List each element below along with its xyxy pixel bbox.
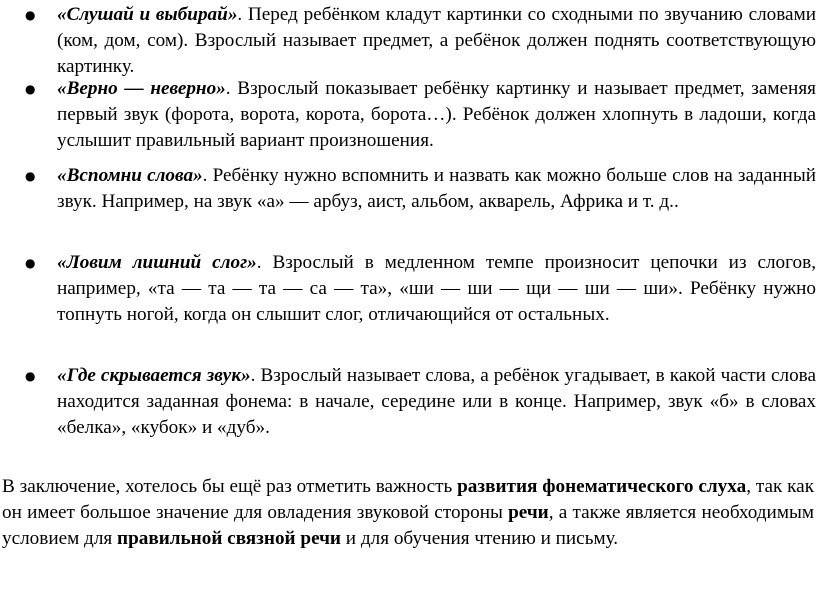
bullet-icon: ● [25, 256, 36, 270]
list-item [25, 76, 816, 154]
game-title: «Слушай и выбирай» [57, 4, 238, 25]
game-title: «Где скрывается звук» [57, 365, 251, 386]
conclusion-text: , так как он имеет большое значение для овладения звуковой стороны [2, 476, 815, 523]
conclusion-emphasis: правильной связной речи [117, 528, 341, 549]
conclusion-text: , а также является необходимым условием для [2, 502, 814, 549]
bullet-icon: ● [25, 8, 36, 22]
game-title: «Вспомни слова» [57, 165, 203, 186]
conclusion-text: В заключение, хотелось бы ещё раз отметить важность [2, 476, 458, 497]
bullet-icon: ● [25, 169, 36, 183]
game-description: . Взрослый показывает ребёнку картинку и называет предмет, заменяя первый звук (форота, ворота, корота, борота…). Ребёнок должен хлопнуть в ладоши, когда услышит правильный вариант произношения. [57, 78, 816, 151]
list-item [25, 163, 816, 215]
game-title: «Верно — неверно» [57, 78, 226, 99]
list-item [25, 2, 816, 80]
conclusion-paragraph [2, 474, 814, 552]
list-item [25, 250, 816, 328]
conclusion-text: и для обучения чтению и письму. [341, 528, 619, 549]
conclusion-emphasis: речи [508, 502, 549, 523]
list-item [25, 363, 816, 441]
game-description: . Взрослый в медленном темпе произносит цепочки из слогов, например, «та — та — та — са — та», «ши — ши — щи — ши — ши». Ребёнку нужно топнуть ногой, когда он слышит слог, отличающийся от остальных. [57, 252, 816, 325]
conclusion-emphasis: развития фонематического слуха [457, 476, 747, 497]
game-title: «Ловим лишний слог» [57, 252, 257, 273]
game-description: . Ребёнку нужно вспомнить и назвать как можно больше слов на заданный звук. Например, на звук «а» — арбуз, аист, альбом, акварель, Африка и т. д.. [57, 165, 816, 212]
game-description: . Взрослый называет слова, а ребёнок угадывает, в какой части слова находится заданная фонема: в начале, середине или в конце. Например, звук «б» в словах «белка», «кубок» и «дуб». [57, 365, 816, 438]
game-description: . Перед ребёнком кладут картинки со сходными по звучанию словами (ком, дом, сом). Взрослый называет предмет, а ребёнок должен поднять соответствующую картинку. [57, 4, 816, 77]
bullet-icon: ● [25, 369, 36, 383]
bullet-icon: ● [25, 82, 36, 96]
